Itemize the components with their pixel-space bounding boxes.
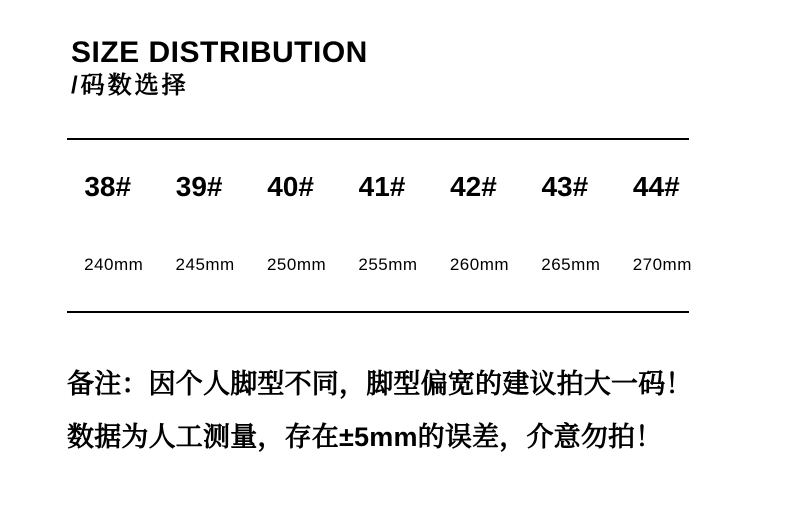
size-label: 44#: [632, 171, 680, 202]
length-label: 240mm: [84, 255, 144, 274]
size-label: 43#: [541, 171, 589, 202]
length-label: 245mm: [175, 255, 235, 274]
divider-top: [67, 138, 689, 140]
length-label-row: [68, 254, 708, 276]
divider-bottom: [67, 311, 689, 313]
size-label: 41#: [358, 171, 406, 202]
size-label: 42#: [450, 171, 497, 202]
length-label: 260mm: [449, 255, 510, 274]
size-label: 39#: [175, 171, 223, 202]
size-label-row: [62, 171, 702, 203]
note-line-1: 备注：因个人脚型不同，脚型偏宽的建议拍大一码！: [67, 369, 693, 399]
length-label: 270mm: [632, 255, 692, 274]
header: [71, 36, 368, 100]
page-subtitle: /码数选择: [71, 72, 189, 99]
page-title: SIZE DISTRIBUTION: [71, 36, 368, 69]
length-label: 250mm: [266, 255, 327, 274]
length-label: 255mm: [358, 255, 418, 274]
note-line-2: 数据为人工测量，存在±5mm的误差，介意勿拍！: [67, 422, 663, 452]
size-label: 38#: [84, 171, 132, 202]
length-label: 265mm: [541, 255, 601, 274]
size-label: 40#: [267, 171, 314, 202]
